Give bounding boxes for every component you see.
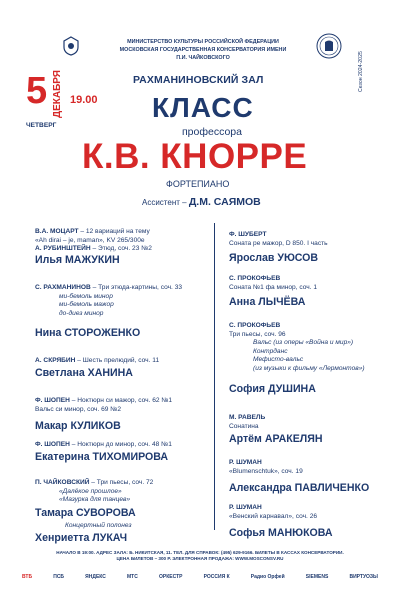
program-line — [229, 423, 265, 432]
program-line — [35, 357, 159, 366]
sponsor-logo: Радио Орфей — [250, 574, 285, 580]
performer-name: Софья МАНЮКОВА — [229, 527, 333, 539]
work-title: – Ноктюрн до минор, соч. 48 №1 — [69, 441, 172, 448]
program-line — [35, 245, 152, 254]
work-title: Соната ре мажор, D 850. I часть — [229, 239, 328, 247]
performer-name: Александра ПАВЛИЧЕНКО — [229, 482, 370, 494]
composer-name: Р. ШУМАН — [229, 504, 262, 511]
professor-label: профессора — [182, 126, 242, 138]
program-line — [229, 459, 303, 468]
work-title: «Венский карнавал», соч. 26 — [229, 512, 318, 520]
work-title: «Ah dirai – je, maman», KV 265/300e — [35, 236, 145, 244]
program-line — [229, 275, 317, 284]
assistant-name: Д.М. САЯМОВ — [188, 196, 261, 208]
composer-name: А. СКРЯБИН — [35, 357, 76, 364]
program-item — [35, 397, 172, 414]
program-item — [229, 275, 317, 292]
program-line — [229, 365, 365, 374]
hall-name: РАХМАНИНОВСКИЙ ЗАЛ — [133, 74, 264, 86]
date-time: 19.00 — [70, 94, 98, 106]
performer-name: Светлана ХАНИНА — [35, 367, 133, 379]
program-line — [229, 468, 303, 477]
sponsor-logo: ПСБ — [53, 574, 65, 580]
work-title: – 12 вариаций на тему — [78, 228, 150, 235]
assistant-line — [142, 196, 261, 208]
ministry-line-1: МИНИСТЕРСТВО КУЛЬТУРЫ РОССИЙСКОЙ ФЕДЕРАЦИИ — [127, 39, 279, 45]
program-line — [35, 228, 152, 237]
performer-name: Артём АРАКЕЛЯН — [229, 433, 323, 445]
program-line — [229, 414, 265, 423]
work-movement: до-диез минор — [59, 309, 104, 317]
program-item — [35, 228, 152, 254]
date-month-text: ДЕКАБРЯ — [52, 70, 63, 118]
composer-name: В.А. МОЦАРТ — [35, 228, 79, 235]
program-item — [35, 357, 159, 366]
sponsor-logo: ЯНДЕКС — [85, 574, 106, 580]
date-month — [52, 70, 64, 118]
sponsor-logo: ВИРТУОЗЫ — [349, 574, 378, 580]
performer-name: Нина СТОРОЖЕНКО — [35, 327, 141, 339]
program-line — [35, 301, 182, 310]
work-title: Вальс си минор, соч. 69 №2 — [35, 405, 122, 413]
composer-name: С. РАХМАНИНОВ — [35, 284, 91, 291]
footer-line-2: ЦЕНА БИЛЕТОВ – 300 Р. ЭЛЕКТРОННАЯ ПРОДАЖА: WWW.MOSCONSV.RU — [116, 556, 284, 562]
performer-name: Хенриетта ЛУКАЧ — [35, 532, 128, 544]
program-line — [35, 237, 152, 246]
work-title: Соната №1 фа минор, соч. 1 — [229, 283, 318, 291]
teacher-name: К.В. КНОРРЕ — [82, 137, 308, 176]
season-text: Сезон 2024-2025 — [358, 51, 364, 92]
composer-name: С. ПРОКОФЬЕВ — [229, 275, 281, 282]
class-title: КЛАСС — [152, 92, 254, 123]
sponsor-logo: РОССИЯ К — [203, 574, 230, 580]
composer-name: П. ЧАЙКОВСКИЙ — [35, 479, 90, 486]
program-line — [229, 284, 317, 293]
performer-name: София ДУШИНА — [229, 383, 316, 395]
work-movement: Контрданс — [253, 347, 288, 355]
composer-name: Ф. ШУБЕРТ — [229, 231, 267, 238]
program-line — [229, 348, 365, 357]
work-movement: (из музыки к фильму «Лермонтов») — [253, 364, 365, 372]
work-movement: Мефисто-вальс — [253, 356, 304, 364]
program-line — [35, 310, 182, 319]
program-line — [35, 488, 153, 497]
ministry-text — [118, 38, 288, 62]
work-movement: «Далёкое прошлое» — [59, 487, 122, 495]
ministry-emblem-icon — [62, 36, 80, 56]
program-item — [35, 284, 182, 318]
program-line — [229, 513, 317, 522]
date-block — [26, 72, 106, 134]
program-line — [229, 322, 365, 331]
work-movement: ми-бемоль минор — [59, 292, 113, 300]
composer-name: Ф. ШОПЕН — [35, 441, 70, 448]
composer-name: А. РУБИНШТЕЙН — [35, 245, 91, 253]
program-line — [229, 356, 365, 365]
assistant-label: Ассистент – — [142, 198, 187, 207]
date-weekday: ЧЕТВЕРГ — [26, 122, 57, 129]
date-day: 5 — [26, 70, 48, 112]
program-line — [229, 240, 328, 249]
performer-name: Ярослав УЮСОВ — [229, 252, 319, 264]
composer-name: Ф. ШОПЕН — [35, 397, 70, 404]
work-title: – Три этюда-картины, соч. 33 — [90, 284, 183, 291]
program-item — [229, 322, 365, 374]
composer-name: С. ПРОКОФЬЕВ — [229, 322, 281, 329]
program-line — [35, 496, 153, 505]
sponsor-logos — [22, 570, 378, 584]
performer-name: Анна ЛЫЧЁВА — [229, 296, 306, 308]
work-movement: Вальс (из оперы «Война и мир») — [253, 339, 354, 347]
footer-line-1: НАЧАЛО В 19:00. АДРЕС ЗАЛА: Б. НИКИТСКАЯ, 11. ТЕЛ. ДЛЯ СПРАВОК: (495) 629-9166. БИЛЕТЫ В КАССАХ КОНСЕРВАТОРИИ. — [56, 550, 344, 555]
season-label — [358, 36, 370, 96]
conservatory-logo-icon — [316, 33, 342, 59]
work-title: – Ноктюрн си мажор, соч. 62 №1 — [69, 397, 173, 404]
work-title: – Этюд, соч. 23 №2 — [90, 245, 152, 253]
composer-name: Р. ШУМАН — [229, 459, 262, 466]
program-line — [229, 331, 365, 340]
instrument-label: ФОРТЕПИАНО — [166, 179, 230, 189]
program-line — [35, 406, 172, 415]
work-movement: «Мазурка для танцев» — [59, 496, 131, 504]
sponsor-logo: МТС — [127, 574, 138, 580]
work-title: «Blumenschtuk», соч. 19 — [229, 467, 303, 475]
footer-info — [0, 550, 400, 563]
program-line — [229, 339, 365, 348]
performer-name: Макар КУЛИКОВ — [35, 420, 121, 432]
performer-name: Илья МАЖУКИН — [35, 254, 120, 266]
program-line — [35, 293, 182, 302]
program-item-extra: Концертный полонез — [65, 522, 132, 529]
program-line — [35, 479, 153, 488]
performer-name: Тамара СУВОРОВА — [35, 507, 136, 519]
program-item — [35, 441, 172, 450]
work-title: Три пьесы, соч. 96 — [229, 330, 286, 338]
program-line — [35, 441, 172, 450]
column-divider — [214, 223, 215, 530]
sponsor-logo: SIEMENS — [305, 574, 329, 580]
program-line — [35, 397, 172, 406]
program-item — [35, 479, 153, 505]
composer-name: М. РАВЕЛЬ — [229, 414, 266, 421]
work-title: Сонатина — [229, 422, 259, 430]
sponsor-logo: ОРКЕСТР — [159, 574, 183, 580]
program-line — [229, 231, 328, 240]
program-line — [229, 504, 317, 513]
sponsor-logo: ВТБ — [22, 574, 33, 580]
program-item — [229, 504, 317, 521]
performer-name: Екатерина ТИХОМИРОВА — [35, 451, 169, 463]
work-title: – Три пьесы, соч. 72 — [89, 479, 154, 486]
program-item — [229, 231, 328, 248]
work-title: – Шесть прелюдий, соч. 11 — [75, 357, 160, 364]
program-item — [229, 414, 265, 431]
work-movement: ми-бемоль мажор — [59, 301, 114, 309]
program-line — [35, 284, 182, 293]
program-item — [229, 459, 303, 476]
ministry-line-2: МОСКОВСКАЯ ГОСУДАРСТВЕННАЯ КОНСЕРВАТОРИЯ ИМЕНИ П.И. ЧАЙКОВСКОГО — [119, 47, 287, 61]
